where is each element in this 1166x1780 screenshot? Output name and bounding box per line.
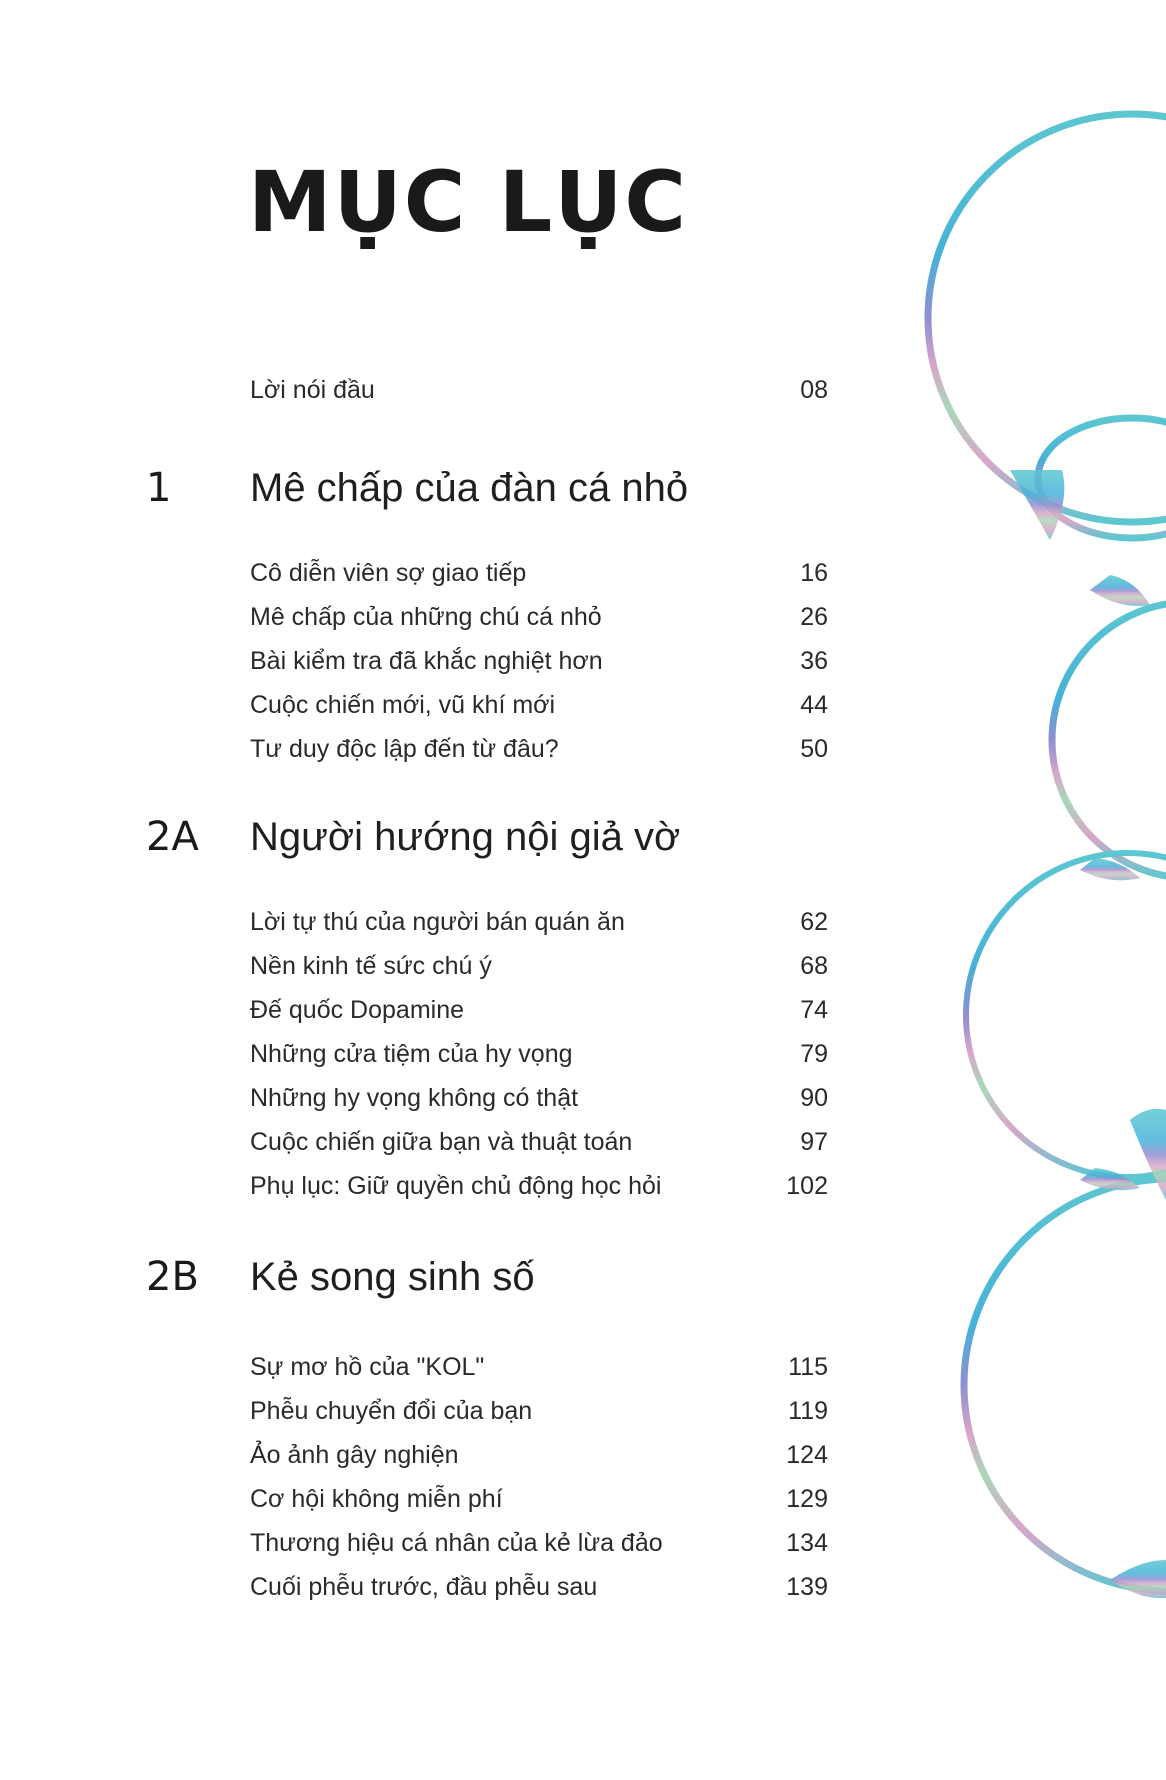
section-title[interactable]: Người hướng nội giả vờ [250,815,681,859]
entry-title: Thương hiệu cá nhân của kẻ lừa đảo [250,1529,663,1557]
section-number: 2B [146,1254,199,1300]
entry-title: Mê chấp của những chú cá nhỏ [250,603,602,631]
page-title: MỤC LỤC [248,153,689,251]
bubble-joint [1110,1560,1166,1598]
section-title[interactable]: Mê chấp của đàn cá nhỏ [250,466,689,510]
entry-title: Phễu chuyển đổi của bạn [250,1397,533,1425]
entry-page: 68 [800,952,828,980]
entry-page: 26 [800,603,828,631]
bubble-ring [964,1179,1166,1591]
toc-entry[interactable] [250,595,828,639]
entry-title: Những hy vọng không có thật [250,1084,579,1112]
bubble-joint [1090,575,1150,606]
preface-list [250,368,828,412]
entry-title: Đế quốc Dopamine [250,996,465,1024]
toc-entry[interactable] [250,727,828,771]
toc-entry[interactable] [250,1389,828,1433]
bubble-ring [928,114,1166,522]
bubble-ring [1052,602,1166,878]
toc-entry[interactable] [250,988,828,1032]
entry-title: Bài kiểm tra đã khắc nghiệt hơn [250,647,603,675]
entry-title: Lời nói đầu [250,376,375,404]
section-number: 2A [146,814,199,860]
entry-title: Ảo ảnh gây nghiện [250,1441,459,1469]
entry-title: Cuộc chiến giữa bạn và thuật toán [250,1128,633,1156]
entry-page: 134 [786,1529,828,1557]
toc-entry[interactable] [250,1433,828,1477]
entry-title: Cuối phễu trước, đầu phễu sau [250,1573,598,1601]
entry-page: 102 [786,1172,828,1200]
entry-page: 50 [800,735,828,763]
toc-entry[interactable] [250,683,828,727]
section-2b-entries [250,1345,828,1609]
entry-page: 119 [788,1397,828,1425]
entry-title: Cô diễn viên sợ giao tiếp [250,559,527,587]
toc-entry[interactable] [250,1345,828,1389]
section-number: 1 [146,465,172,511]
entry-page: 44 [800,691,828,719]
entry-page: 139 [786,1573,828,1601]
entry-page: 90 [800,1084,828,1112]
section-1-entries [250,551,828,771]
section-2a-entries [250,900,828,1208]
entry-title: Nền kinh tế sức chú ý [250,952,492,980]
toc-entry[interactable] [250,1032,828,1076]
entry-title: Cơ hội không miễn phí [250,1485,503,1513]
entry-title: Lời tự thú của người bán quán ăn [250,908,625,936]
entry-page: 08 [800,376,828,404]
entry-page: 97 [800,1128,828,1156]
entry-page: 16 [800,559,828,587]
toc-entry[interactable] [250,944,828,988]
entry-page: 79 [800,1040,828,1068]
toc-entry[interactable] [250,1076,828,1120]
toc-entry[interactable] [250,1120,828,1164]
entry-title: Sự mơ hồ của "KOL" [250,1353,485,1381]
toc-entry[interactable] [250,1164,828,1208]
entry-page: 115 [788,1353,828,1381]
toc-entry-preface[interactable] [250,368,828,412]
toc-entry[interactable] [250,1477,828,1521]
toc-entry[interactable] [250,900,828,944]
entry-title: Phụ lục: Giữ quyền chủ động học hỏi [250,1172,662,1200]
section-title[interactable]: Kẻ song sinh số [250,1255,535,1299]
toc-entry[interactable] [250,551,828,595]
bubble-joint [1010,470,1064,540]
bubble-decoration [900,0,1166,1780]
toc-entry[interactable] [250,1521,828,1565]
toc-entry[interactable] [250,639,828,683]
entry-title: Những cửa tiệm của hy vọng [250,1040,573,1068]
entry-page: 74 [800,996,828,1024]
entry-title: Cuộc chiến mới, vũ khí mới [250,691,556,719]
entry-page: 62 [800,908,828,936]
entry-page: 129 [786,1485,828,1513]
entry-page: 36 [800,647,828,675]
toc-entry[interactable] [250,1565,828,1609]
entry-page: 124 [786,1441,828,1469]
entry-title: Tư duy độc lập đến từ đâu? [250,735,559,763]
